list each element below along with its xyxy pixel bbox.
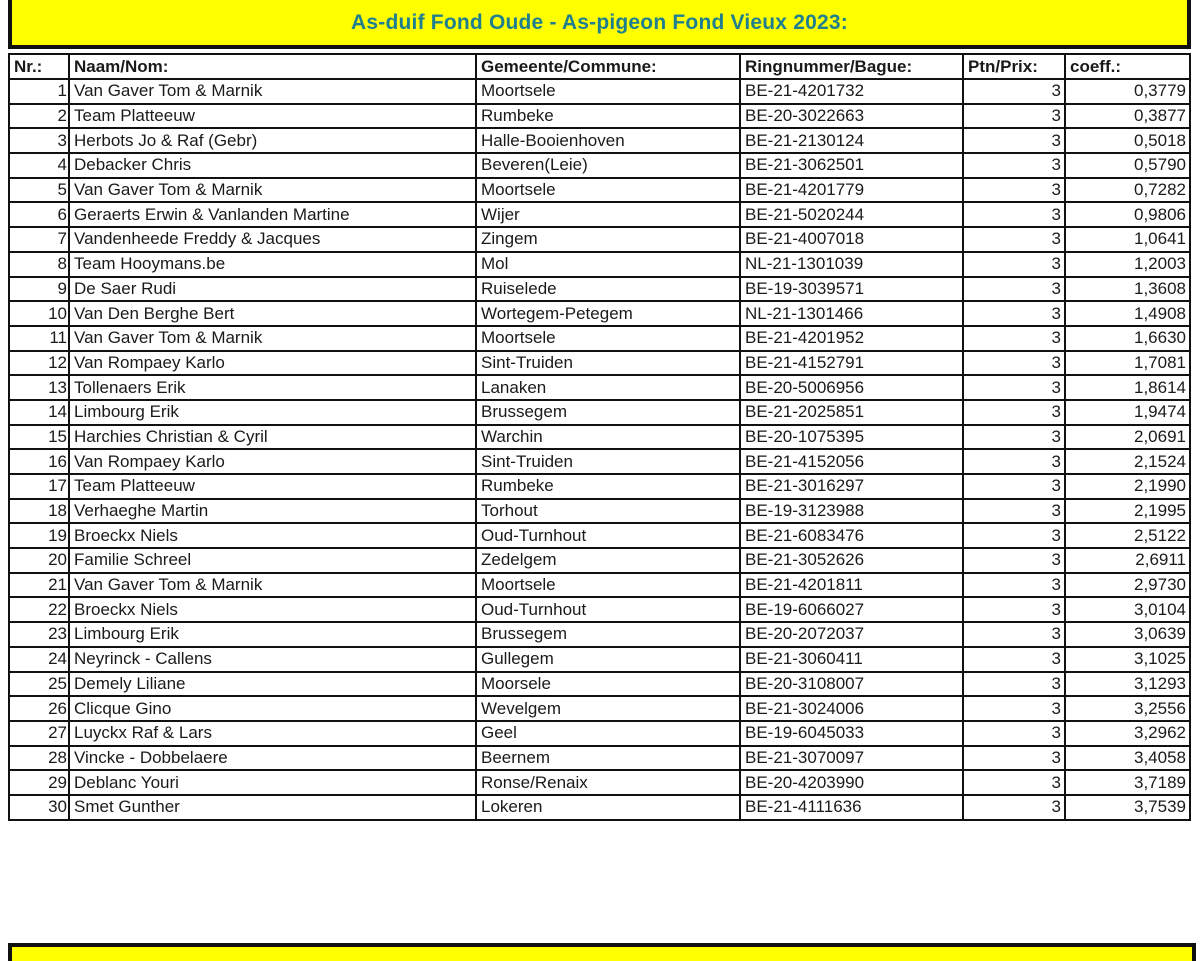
- cell-points: 3: [963, 326, 1065, 351]
- cell-ring: BE-21-5020244: [740, 202, 963, 227]
- cell-points: 3: [963, 400, 1065, 425]
- cell-commune: Warchin: [476, 425, 740, 450]
- cell-coeff: 0,5790: [1065, 153, 1190, 178]
- cell-commune: Gullegem: [476, 647, 740, 672]
- cell-nr: 21: [9, 573, 69, 598]
- cell-ring: BE-20-1075395: [740, 425, 963, 450]
- cell-points: 3: [963, 696, 1065, 721]
- cell-coeff: 2,1524: [1065, 449, 1190, 474]
- cell-name: Geraerts Erwin & Vanlanden Martine: [69, 202, 476, 227]
- cell-name: De Saer Rudi: [69, 277, 476, 302]
- cell-points: 3: [963, 795, 1065, 820]
- cell-nr: 15: [9, 425, 69, 450]
- cell-nr: 7: [9, 227, 69, 252]
- cell-name: Van Gaver Tom & Marnik: [69, 178, 476, 203]
- table-row: [9, 474, 1190, 499]
- cell-coeff: 3,4058: [1065, 746, 1190, 771]
- cell-commune: Rumbeke: [476, 104, 740, 129]
- table-row: [9, 795, 1190, 820]
- cell-nr: 17: [9, 474, 69, 499]
- cell-commune: Wortegem-Petegem: [476, 301, 740, 326]
- cell-name: Vandenheede Freddy & Jacques: [69, 227, 476, 252]
- cell-name: Van Gaver Tom & Marnik: [69, 573, 476, 598]
- cell-ring: BE-20-3022663: [740, 104, 963, 129]
- table-row: [9, 449, 1190, 474]
- results-table: [8, 53, 1191, 821]
- table-row: [9, 672, 1190, 697]
- cell-ring: BE-21-2130124: [740, 128, 963, 153]
- cell-nr: 13: [9, 375, 69, 400]
- cell-points: 3: [963, 153, 1065, 178]
- cell-points: 3: [963, 597, 1065, 622]
- cell-nr: 5: [9, 178, 69, 203]
- cell-name: Vincke - Dobbelaere: [69, 746, 476, 771]
- cell-points: 3: [963, 770, 1065, 795]
- cell-commune: Moortsele: [476, 178, 740, 203]
- cell-points: 3: [963, 375, 1065, 400]
- table-row: [9, 326, 1190, 351]
- cell-nr: 3: [9, 128, 69, 153]
- table-row: [9, 573, 1190, 598]
- cell-coeff: 2,1995: [1065, 499, 1190, 524]
- cell-commune: Brussegem: [476, 622, 740, 647]
- cell-nr: 18: [9, 499, 69, 524]
- cell-commune: Torhout: [476, 499, 740, 524]
- cell-commune: Moortsele: [476, 79, 740, 104]
- table-row: [9, 178, 1190, 203]
- cell-name: Van Den Berghe Bert: [69, 301, 476, 326]
- cell-name: Verhaeghe Martin: [69, 499, 476, 524]
- table-row: [9, 301, 1190, 326]
- cell-nr: 9: [9, 277, 69, 302]
- results-body: [9, 79, 1190, 820]
- cell-ring: BE-21-4007018: [740, 227, 963, 252]
- cell-nr: 22: [9, 597, 69, 622]
- cell-points: 3: [963, 301, 1065, 326]
- cell-coeff: 3,7189: [1065, 770, 1190, 795]
- cell-name: Van Rompaey Karlo: [69, 351, 476, 376]
- cell-coeff: 1,3608: [1065, 277, 1190, 302]
- cell-commune: Beernem: [476, 746, 740, 771]
- cell-nr: 14: [9, 400, 69, 425]
- cell-points: 3: [963, 548, 1065, 573]
- cell-ring: BE-21-3024006: [740, 696, 963, 721]
- cell-points: 3: [963, 622, 1065, 647]
- cell-points: 3: [963, 746, 1065, 771]
- cell-coeff: 3,0639: [1065, 622, 1190, 647]
- cell-commune: Oud-Turnhout: [476, 523, 740, 548]
- table-row: [9, 622, 1190, 647]
- cell-points: 3: [963, 449, 1065, 474]
- cell-nr: 12: [9, 351, 69, 376]
- table-row: [9, 548, 1190, 573]
- cell-ring: BE-19-6045033: [740, 721, 963, 746]
- cell-points: 3: [963, 202, 1065, 227]
- column-header-name: Naam/Nom:: [69, 54, 476, 79]
- table-row: [9, 721, 1190, 746]
- cell-name: Debacker Chris: [69, 153, 476, 178]
- cell-ring: BE-19-3039571: [740, 277, 963, 302]
- cell-ring: BE-21-2025851: [740, 400, 963, 425]
- table-row: [9, 696, 1190, 721]
- cell-nr: 1: [9, 79, 69, 104]
- cell-coeff: 2,0691: [1065, 425, 1190, 450]
- table-row: [9, 400, 1190, 425]
- column-header-coeff: coeff.:: [1065, 54, 1190, 79]
- column-header-commune: Gemeente/Commune:: [476, 54, 740, 79]
- cell-points: 3: [963, 277, 1065, 302]
- cell-commune: Halle-Booienhoven: [476, 128, 740, 153]
- cell-nr: 16: [9, 449, 69, 474]
- cell-name: Deblanc Youri: [69, 770, 476, 795]
- table-row: [9, 647, 1190, 672]
- cell-coeff: 1,8614: [1065, 375, 1190, 400]
- table-row: [9, 153, 1190, 178]
- cell-commune: Sint-Truiden: [476, 351, 740, 376]
- table-row: [9, 252, 1190, 277]
- cell-coeff: 2,1990: [1065, 474, 1190, 499]
- cell-coeff: 3,1293: [1065, 672, 1190, 697]
- cell-coeff: 0,9806: [1065, 202, 1190, 227]
- cell-ring: BE-21-4152056: [740, 449, 963, 474]
- cell-name: Team Platteeuw: [69, 474, 476, 499]
- cell-name: Demely Liliane: [69, 672, 476, 697]
- cell-coeff: 0,5018: [1065, 128, 1190, 153]
- cell-ring: NL-21-1301466: [740, 301, 963, 326]
- cell-name: Broeckx Niels: [69, 597, 476, 622]
- cell-name: Clicque Gino: [69, 696, 476, 721]
- cell-name: Neyrinck - Callens: [69, 647, 476, 672]
- cell-name: Tollenaers Erik: [69, 375, 476, 400]
- cell-name: Team Hooymans.be: [69, 252, 476, 277]
- cell-points: 3: [963, 647, 1065, 672]
- cell-commune: Ruiselede: [476, 277, 740, 302]
- cell-commune: Zedelgem: [476, 548, 740, 573]
- cell-coeff: 1,7081: [1065, 351, 1190, 376]
- cell-commune: Wijer: [476, 202, 740, 227]
- cell-points: 3: [963, 672, 1065, 697]
- cell-points: 3: [963, 178, 1065, 203]
- table-row: [9, 104, 1190, 129]
- table-row: [9, 523, 1190, 548]
- cell-name: Van Rompaey Karlo: [69, 449, 476, 474]
- table-row: [9, 597, 1190, 622]
- cell-ring: BE-21-3060411: [740, 647, 963, 672]
- cell-points: 3: [963, 79, 1065, 104]
- cell-name: Familie Schreel: [69, 548, 476, 573]
- cell-nr: 4: [9, 153, 69, 178]
- cell-name: Limbourg Erik: [69, 622, 476, 647]
- cell-ring: BE-21-4152791: [740, 351, 963, 376]
- cell-points: 3: [963, 252, 1065, 277]
- footer-banner: [8, 943, 1196, 961]
- table-row: [9, 375, 1190, 400]
- title-banner: [8, 0, 1191, 49]
- cell-nr: 8: [9, 252, 69, 277]
- cell-name: Harchies Christian & Cyril: [69, 425, 476, 450]
- cell-commune: Brussegem: [476, 400, 740, 425]
- cell-nr: 24: [9, 647, 69, 672]
- cell-nr: 10: [9, 301, 69, 326]
- cell-coeff: 3,0104: [1065, 597, 1190, 622]
- cell-coeff: 3,2556: [1065, 696, 1190, 721]
- cell-coeff: 1,2003: [1065, 252, 1190, 277]
- cell-nr: 20: [9, 548, 69, 573]
- cell-coeff: 1,0641: [1065, 227, 1190, 252]
- cell-commune: Zingem: [476, 227, 740, 252]
- cell-ring: BE-20-2072037: [740, 622, 963, 647]
- header-row: [9, 54, 1190, 79]
- cell-coeff: 2,9730: [1065, 573, 1190, 598]
- cell-commune: Moortsele: [476, 326, 740, 351]
- cell-coeff: 1,9474: [1065, 400, 1190, 425]
- cell-nr: 19: [9, 523, 69, 548]
- table-row: [9, 79, 1190, 104]
- cell-points: 3: [963, 128, 1065, 153]
- cell-ring: BE-21-4201952: [740, 326, 963, 351]
- cell-nr: 11: [9, 326, 69, 351]
- cell-coeff: 3,7539: [1065, 795, 1190, 820]
- cell-commune: Ronse/Renaix: [476, 770, 740, 795]
- cell-coeff: 0,7282: [1065, 178, 1190, 203]
- cell-commune: Moortsele: [476, 573, 740, 598]
- cell-points: 3: [963, 499, 1065, 524]
- cell-commune: Rumbeke: [476, 474, 740, 499]
- cell-commune: Lanaken: [476, 375, 740, 400]
- table-row: [9, 227, 1190, 252]
- cell-commune: Sint-Truiden: [476, 449, 740, 474]
- cell-ring: BE-21-3070097: [740, 746, 963, 771]
- cell-commune: Lokeren: [476, 795, 740, 820]
- table-row: [9, 351, 1190, 376]
- cell-ring: BE-21-4111636: [740, 795, 963, 820]
- cell-coeff: 3,1025: [1065, 647, 1190, 672]
- cell-nr: 23: [9, 622, 69, 647]
- cell-points: 3: [963, 573, 1065, 598]
- table-row: [9, 746, 1190, 771]
- cell-ring: BE-19-3123988: [740, 499, 963, 524]
- cell-ring: NL-21-1301039: [740, 252, 963, 277]
- cell-nr: 26: [9, 696, 69, 721]
- cell-nr: 6: [9, 202, 69, 227]
- cell-name: Herbots Jo & Raf (Gebr): [69, 128, 476, 153]
- cell-coeff: 2,5122: [1065, 523, 1190, 548]
- cell-name: Team Platteeuw: [69, 104, 476, 129]
- cell-points: 3: [963, 104, 1065, 129]
- cell-ring: BE-21-6083476: [740, 523, 963, 548]
- cell-coeff: 0,3877: [1065, 104, 1190, 129]
- cell-ring: BE-21-3016297: [740, 474, 963, 499]
- cell-commune: Beveren(Leie): [476, 153, 740, 178]
- cell-nr: 2: [9, 104, 69, 129]
- cell-nr: 30: [9, 795, 69, 820]
- cell-commune: Geel: [476, 721, 740, 746]
- cell-name: Broeckx Niels: [69, 523, 476, 548]
- cell-commune: Wevelgem: [476, 696, 740, 721]
- cell-nr: 27: [9, 721, 69, 746]
- cell-name: Limbourg Erik: [69, 400, 476, 425]
- cell-coeff: 1,4908: [1065, 301, 1190, 326]
- cell-ring: BE-21-4201732: [740, 79, 963, 104]
- cell-points: 3: [963, 523, 1065, 548]
- cell-commune: Oud-Turnhout: [476, 597, 740, 622]
- table-row: [9, 425, 1190, 450]
- cell-ring: BE-21-4201811: [740, 573, 963, 598]
- table-row: [9, 202, 1190, 227]
- column-header-nr: Nr.:: [9, 54, 69, 79]
- cell-ring: BE-20-5006956: [740, 375, 963, 400]
- table-row: [9, 499, 1190, 524]
- cell-coeff: 0,3779: [1065, 79, 1190, 104]
- cell-ring: BE-19-6066027: [740, 597, 963, 622]
- cell-nr: 28: [9, 746, 69, 771]
- cell-ring: BE-20-3108007: [740, 672, 963, 697]
- cell-points: 3: [963, 721, 1065, 746]
- cell-points: 3: [963, 227, 1065, 252]
- cell-name: Van Gaver Tom & Marnik: [69, 326, 476, 351]
- cell-points: 3: [963, 351, 1065, 376]
- cell-name: Luyckx Raf & Lars: [69, 721, 476, 746]
- cell-commune: Moorsele: [476, 672, 740, 697]
- cell-points: 3: [963, 425, 1065, 450]
- column-header-ring: Ringnummer/Bague:: [740, 54, 963, 79]
- table-row: [9, 277, 1190, 302]
- table-row: [9, 128, 1190, 153]
- cell-points: 3: [963, 474, 1065, 499]
- cell-ring: BE-21-3052626: [740, 548, 963, 573]
- cell-nr: 25: [9, 672, 69, 697]
- column-header-points: Ptn/Prix:: [963, 54, 1065, 79]
- table-row: [9, 770, 1190, 795]
- cell-coeff: 1,6630: [1065, 326, 1190, 351]
- cell-ring: BE-20-4203990: [740, 770, 963, 795]
- cell-ring: BE-21-4201779: [740, 178, 963, 203]
- cell-name: Smet Gunther: [69, 795, 476, 820]
- cell-ring: BE-21-3062501: [740, 153, 963, 178]
- cell-coeff: 3,2962: [1065, 721, 1190, 746]
- page-title: As-duif Fond Oude - As-pigeon Fond Vieux 2023:: [351, 10, 848, 34]
- cell-coeff: 2,6911: [1065, 548, 1190, 573]
- cell-name: Van Gaver Tom & Marnik: [69, 79, 476, 104]
- cell-commune: Mol: [476, 252, 740, 277]
- cell-nr: 29: [9, 770, 69, 795]
